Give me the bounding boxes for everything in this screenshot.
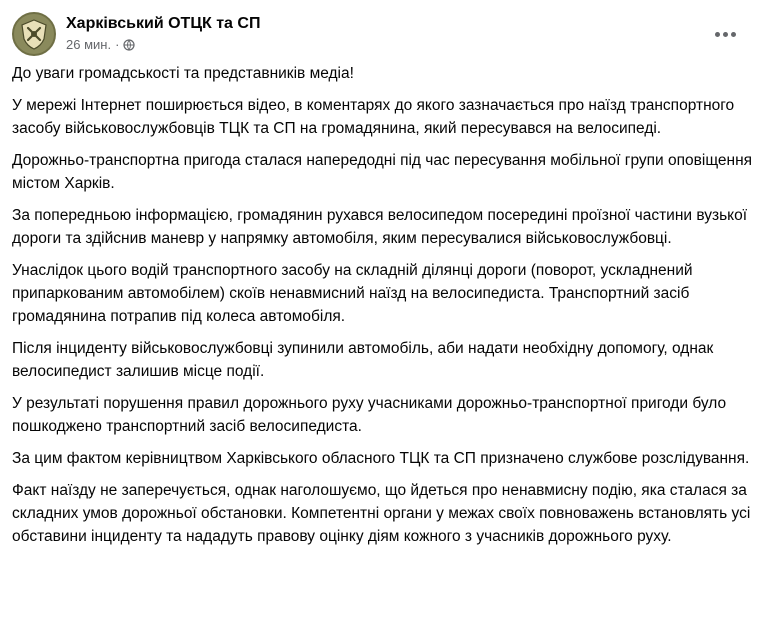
paragraph: Після інциденту військовослужбовці зупинили автомобіль, аби надати необхідну допомогу, однак велосипедист залишив місце події. bbox=[12, 340, 714, 380]
more-horizontal-icon bbox=[723, 32, 728, 37]
military-emblem-icon bbox=[17, 17, 51, 51]
more-options-button[interactable] bbox=[707, 16, 743, 52]
paragraph: Дорожньо-транспортна пригода сталася напередодні під час пересування мобільної групи оповіщення містом Харків. bbox=[12, 152, 753, 192]
post-timestamp[interactable]: 26 мин. bbox=[66, 37, 112, 52]
paragraph: За цим фактом керівництвом Харківського обласного ТЦК та СП призначено службове розслідування. bbox=[12, 450, 750, 467]
paragraph: За попередньою інформацією, громадянин рухався велосипедом посередині проїзної частини вузької дороги та здійснив маневр у напрямку автомобіля, яким пересувалися військовослужбовці. bbox=[12, 207, 748, 247]
paragraph: У результаті порушення правил дорожнього руху учасниками дорожньо-транспортної пригоди було пошкоджено транспортний засіб велосипедиста. bbox=[12, 395, 727, 435]
post-meta bbox=[66, 14, 260, 54]
post-header bbox=[12, 10, 751, 58]
page-avatar[interactable] bbox=[12, 12, 56, 56]
paragraph: Унаслідок цього водій транспортного засобу на складній ділянці дороги (поворот, ускладнений припаркованим автомобілем) скоїв ненавмисний наїзд на велосипедиста. Транспортний засіб громадянина потрапив під колеса автомобіля. bbox=[12, 262, 693, 325]
paragraph: У мережі Інтернет поширюється відео, в коментарях до якого зазначається про наїзд транспортного засобу військовослужбовців ТЦК та СП на громадянина, який пересувався на велосипеді. bbox=[12, 97, 735, 137]
paragraph: Факт наїзду не заперечується, однак наголошуємо, що йдеться про ненавмисну подію, яка сталася за складних умов дорожньої обстановки. Компетентні органи у межах своїх повноважень встановлять усі обставини інциденту та нададуть правову оцінку діям кожного з учасників дорожнього руху. bbox=[12, 482, 751, 545]
globe-icon[interactable] bbox=[123, 39, 135, 51]
post-text bbox=[12, 62, 754, 557]
paragraph: До уваги громадськості та представників медіа! bbox=[12, 65, 354, 82]
post-subline bbox=[66, 36, 260, 54]
more-horizontal-icon bbox=[715, 32, 720, 37]
more-horizontal-icon bbox=[731, 32, 736, 37]
page-name-link[interactable]: Харківський ОТЦК та СП bbox=[66, 15, 261, 32]
separator-dot: · bbox=[115, 37, 120, 52]
